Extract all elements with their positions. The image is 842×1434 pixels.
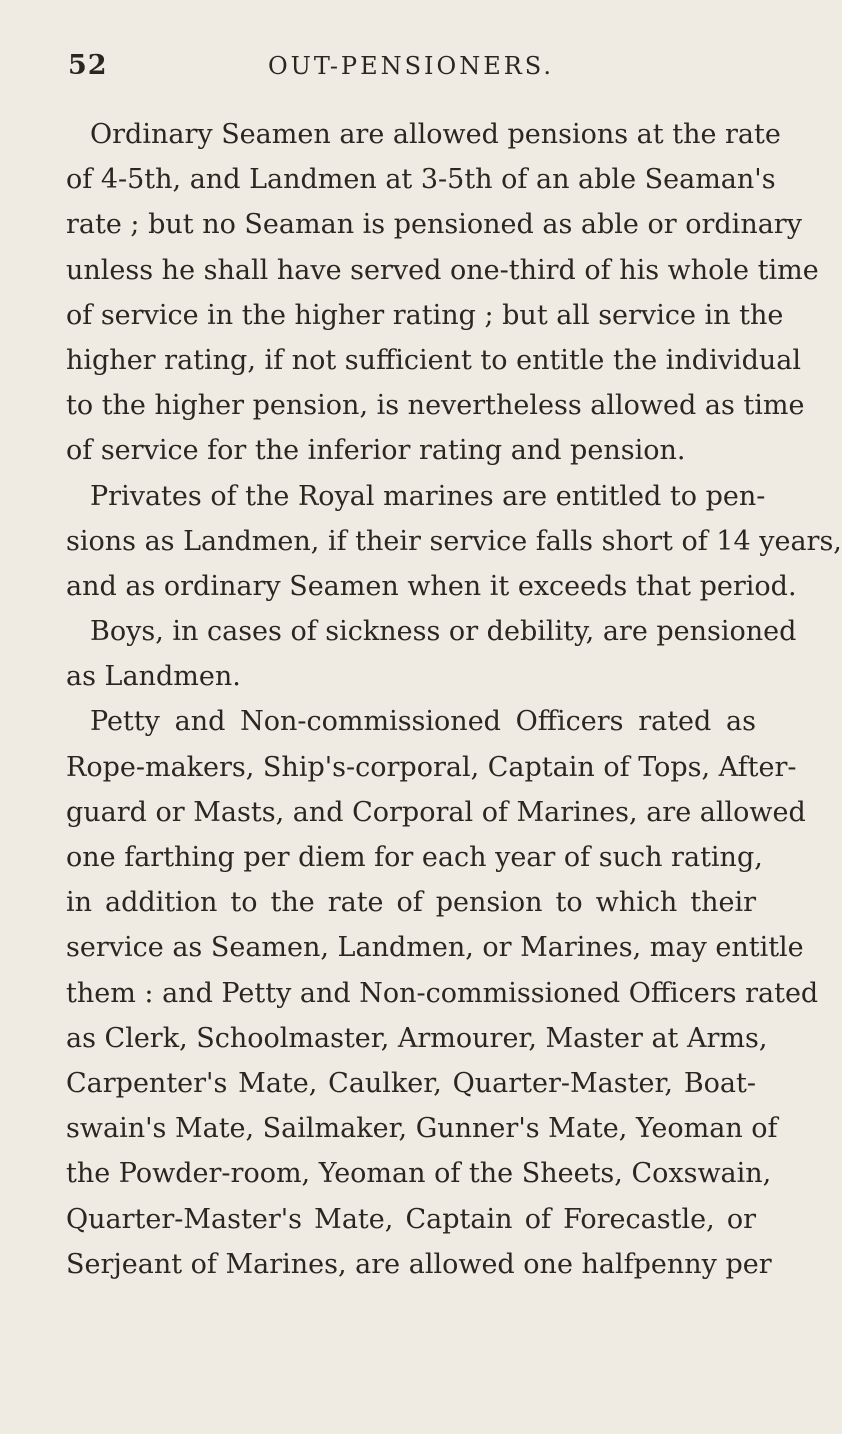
text-line: unless he shall have served one-third of his whole time xyxy=(66,254,819,286)
text-line: in addition to the rate of pension to which their xyxy=(66,887,756,919)
text-line: higher rating, if not sufficient to entitle the individual xyxy=(66,344,802,376)
text-line: service as Seamen, Landmen, or Marines, may entitle xyxy=(66,932,804,964)
text-line: Serjeant of Marines, are allowed one halfpenny per xyxy=(66,1248,772,1280)
page-number: 52 xyxy=(68,50,108,81)
text-line: sions as Landmen, if their service falls short of 14 years, xyxy=(66,525,842,557)
text-line: and as ordinary Seamen when it exceeds that period. xyxy=(66,570,797,602)
text-line: rate ; but no Seaman is pensioned as able or ordinary xyxy=(66,209,802,241)
text-line: Ordinary Seamen are allowed pensions at the rate xyxy=(90,119,781,150)
page-header xyxy=(40,50,760,90)
text-line: of 4-5th, and Landmen at 3-5th of an able Seaman's xyxy=(66,164,776,196)
text-line: as Clerk, Schoolmaster, Armourer, Master at Arms, xyxy=(66,1022,768,1054)
text-line: of service for the inferior rating and pension. xyxy=(66,435,686,467)
text-line: Privates of the Royal marines are entitled to pen- xyxy=(90,480,766,512)
text-line: as Landmen. xyxy=(66,661,241,693)
text-line: guard or Masts, and Corporal of Marines, are allowed xyxy=(66,796,806,828)
text-line: Petty and Non-commissioned Officers rated as xyxy=(90,706,756,738)
text-line: one farthing per diem for each year of such rating, xyxy=(66,842,763,873)
text-line: the Powder-room, Yeoman of the Sheets, Coxswain, xyxy=(66,1158,772,1190)
text-line: Quarter-Master's Mate, Captain of Forecastle, or xyxy=(66,1203,756,1235)
body-text xyxy=(66,112,842,1287)
text-line: Boys, in cases of sickness or debility, are pensioned xyxy=(90,616,797,648)
text-line: of service in the higher rating ; but all service in the xyxy=(66,299,784,331)
text-line: them : and Petty and Non-commissioned Officers rated xyxy=(66,977,819,1009)
text-line: Carpenter's Mate, Caulker, Quarter-Master, Boat- xyxy=(66,1067,756,1099)
running-title: OUT-PENSIONERS. xyxy=(268,52,554,80)
text-line: swain's Mate, Sailmaker, Gunner's Mate, Yeoman of xyxy=(66,1113,778,1145)
text-line: to the higher pension, is nevertheless allowed as time xyxy=(66,390,805,422)
text-line: Rope-makers, Ship's-corporal, Captain of Tops, After- xyxy=(66,751,797,783)
